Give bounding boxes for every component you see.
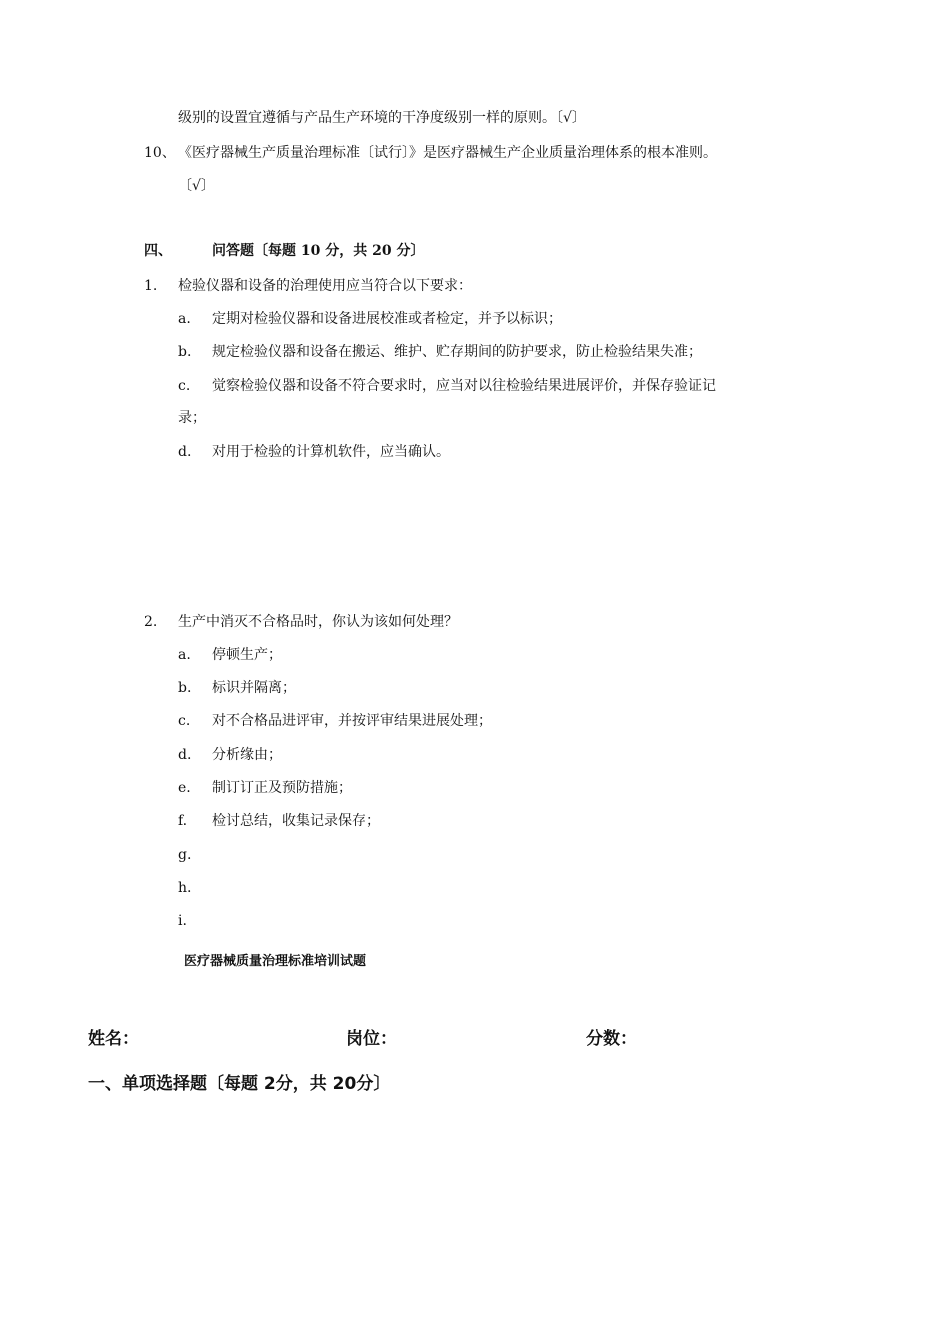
answer-label: e.: [178, 780, 191, 796]
section-number: 四、: [144, 243, 172, 259]
answer-text: 对用于检验的计算机软件，应当确认。: [212, 444, 450, 460]
answer-text: 觉察检验仪器和设备不符合要求时，应当对以往检验结果进展评价，并保存验证记: [212, 378, 716, 394]
answer-label: b.: [178, 344, 192, 360]
section-title: 问答题〔每题 10 分，共 20 分〕: [212, 243, 425, 259]
answer-text: 标识并隔离；: [212, 680, 296, 696]
post-label: 岗位：: [346, 1029, 397, 1049]
answer-label: d.: [178, 747, 192, 763]
question-number: 10、: [144, 145, 176, 161]
answer-label: g.: [178, 847, 192, 863]
answer-text: 停顿生产；: [212, 647, 282, 663]
answer-label: h.: [178, 880, 192, 896]
question-text: 生产中消灭不合格品时，你认为该如何处理？: [178, 614, 458, 630]
answer-text: 分析缘由；: [212, 747, 282, 763]
answer-label: b.: [178, 680, 192, 696]
answer-text-continued: 录；: [178, 410, 206, 426]
answer-label: c.: [178, 378, 191, 394]
answer-text: 规定检验仪器和设备在搬运、维护、贮存期间的防护要求，防止检验结果失准；: [212, 344, 702, 360]
answer-label: c.: [178, 713, 191, 729]
answer-text: 制订订正及预防措施；: [212, 780, 352, 796]
question-text-continued: 级别的设置宜遵循与产品生产环境的干净度级别一样的原则。〔√〕: [178, 110, 586, 126]
exam-title: 医疗器械质量治理标准培训试题: [184, 954, 367, 969]
answer-label: a.: [178, 311, 191, 327]
answer-label: a.: [178, 647, 191, 663]
answer-label: i.: [178, 913, 187, 929]
answer-label: d.: [178, 444, 192, 460]
question-text: 《医疗器械生产质量治理标准〔试行〕》是医疗器械生产企业质量治理体系的根本准则。: [178, 145, 717, 161]
section-title: 一、单项选择题〔每题 2分，共 20分〕: [88, 1074, 391, 1094]
question-text: 检验仪器和设备的治理使用应当符合以下要求：: [178, 278, 472, 294]
answer-text: 定期对检验仪器和设备进展校准或者检定，并予以标识；: [212, 311, 562, 327]
answer-text: 对不合格品进评审，并按评审结果进展处理；: [212, 713, 492, 729]
score-label: 分数：: [586, 1029, 637, 1049]
answer-text: 检讨总结，收集记录保存；: [212, 813, 380, 829]
answer-label: f.: [178, 813, 188, 829]
answer-mark: 〔√〕: [178, 178, 215, 194]
question-number: 2.: [144, 614, 158, 630]
question-number: 1.: [144, 278, 158, 294]
name-label: 姓名：: [88, 1029, 139, 1049]
